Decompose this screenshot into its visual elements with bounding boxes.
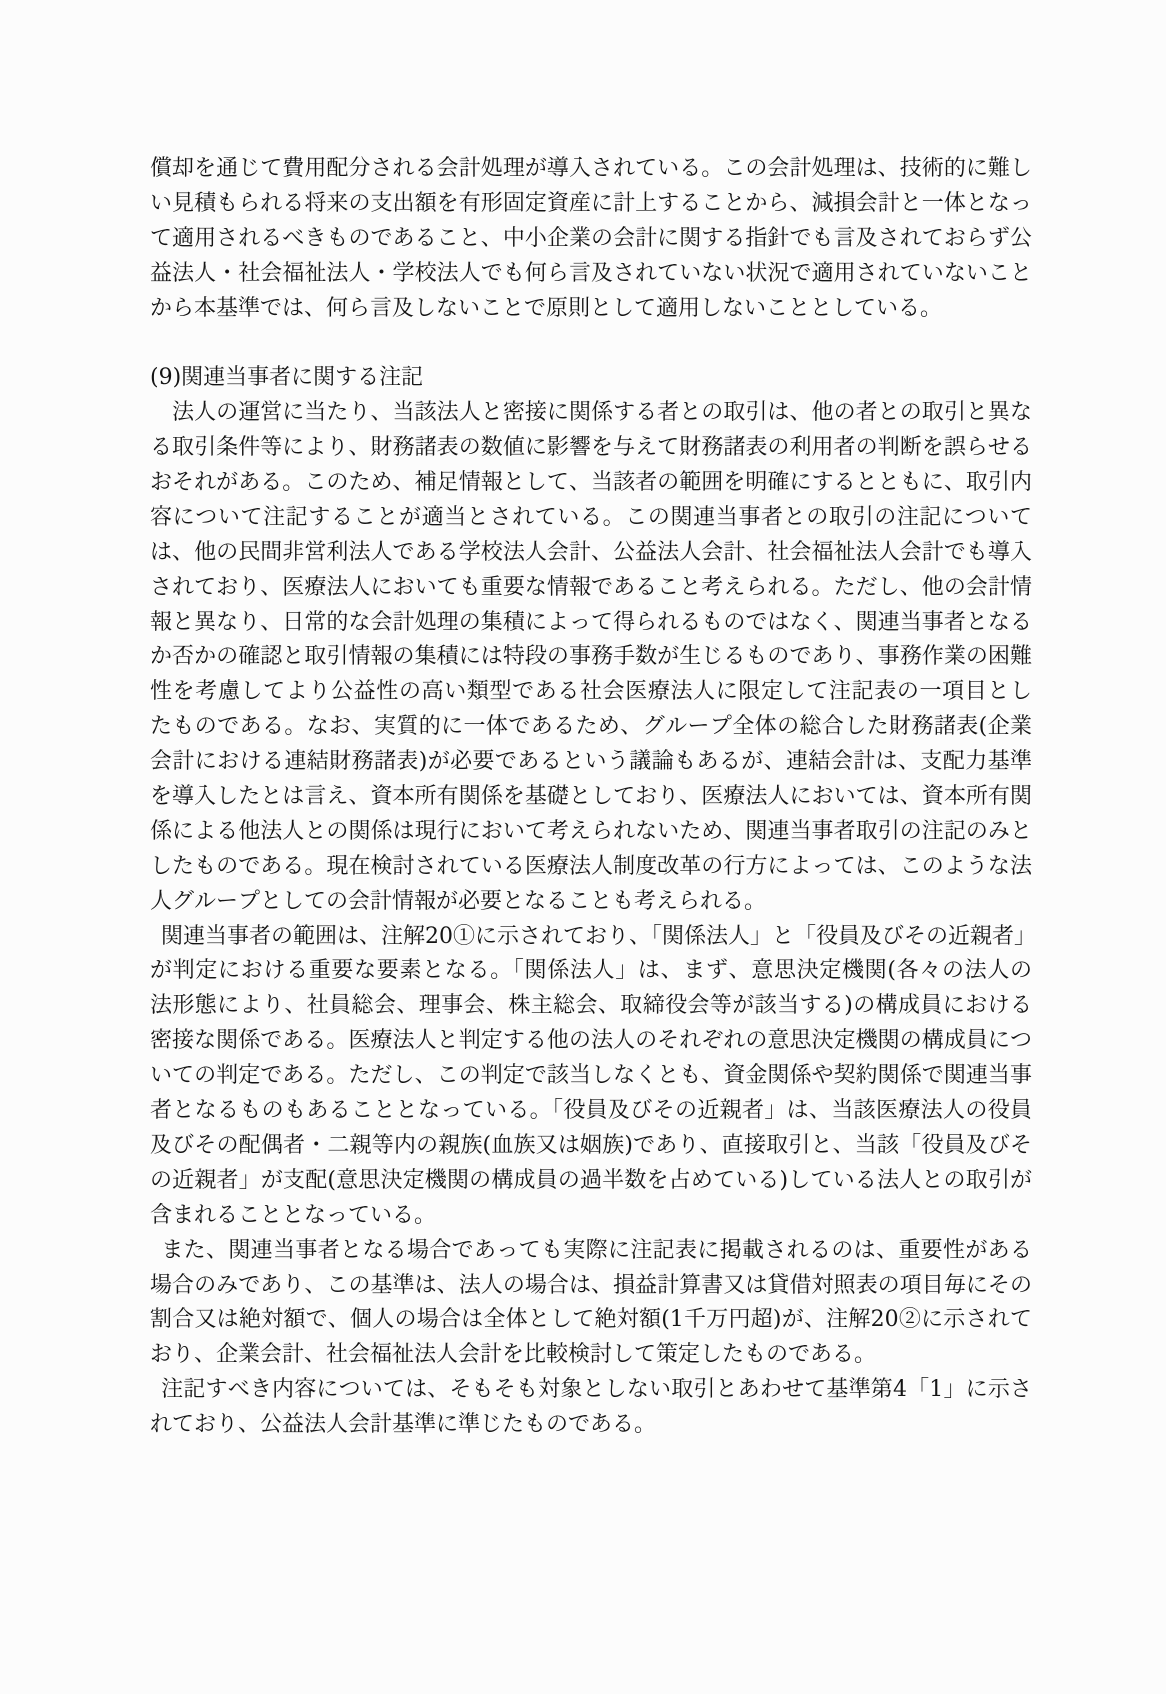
text-line: されており、医療法人においても重要な情報であること考えられる。ただし、他の会計情: [150, 574, 1032, 600]
text-line: から本基準では、何ら言及しないことで原則として適用しないこととしている。: [150, 295, 943, 321]
text-line: 密接な関係である。医療法人と判定する他の法人のそれぞれの意思決定機関の構成員につ: [150, 1028, 1032, 1054]
text-line: は、他の民間非営利法人である学校法人会計、公益法人会計、社会福祉法人会計でも導入: [150, 539, 1032, 565]
text-line: 容について注記することが適当とされている。この関連当事者との取引の注記について: [150, 504, 1032, 530]
text-line: れており、公益法人会計基準に準じたものである。: [150, 1412, 657, 1438]
text-line: 報と異なり、日常的な会計処理の集積によって得られるものではなく、関連当事者となる: [150, 609, 1032, 635]
text-line: 人グループとしての会計情報が必要となることも考えられる。: [150, 888, 767, 914]
text-line: 及びその配偶者・二親等内の親族(血族又は姻族)であり、直接取引と、当該「役員及びそ: [150, 1132, 1032, 1158]
text-line: 関連当事者の範囲は、注解20①に示されており、「関係法人」と「役員及びその近親者」: [150, 923, 1036, 949]
text-line: 償却を通じて費用配分される会計処理が導入されている。この会計処理は、技術的に難し: [150, 156, 1032, 181]
text-line: 者となるものもあることとなっている。「役員及びその近親者」は、当該医療法人の役員: [150, 1098, 1032, 1124]
text-line: か否かの確認と取引情報の集積には特段の事務手数が生じるものであり、事務作業の困難: [150, 644, 1032, 670]
document-body: [150, 152, 1036, 1443]
text-line: 法人の運営に当たり、当該法人と密接に関係する者との取引は、他の者との取引と異な: [150, 400, 1032, 426]
text-line: おり、企業会計、社会福祉法人会計を比較検討して策定したものである。: [150, 1342, 877, 1368]
blank-line: [150, 326, 1032, 361]
text-line: 益法人・社会福祉法人・学校法人でも何ら言及されていない状況で適用されていないこと: [150, 260, 1032, 286]
text-line: また、関連当事者となる場合であっても実際に注記表に掲載されるのは、重要性がある: [150, 1237, 1032, 1263]
text-line: の近親者」が支配(意思決定機関の構成員の過半数を占めている)している法人との取引が: [150, 1167, 1032, 1193]
text-line: いての判定である。ただし、この判定で該当しなくとも、資金関係や契約関係で関連当事: [150, 1063, 1032, 1089]
section-heading: (9)関連当事者に関する注記: [150, 365, 424, 391]
text-line: る取引条件等により、財務諸表の数値に影響を与えて財務諸表の利用者の判断を誤らせる: [150, 435, 1032, 461]
text-line: たものである。なお、実質的に一体であるため、グループ全体の総合した財務諸表(企業: [150, 714, 1032, 740]
text-line: が判定における重要な要素となる。「関係法人」は、まず、意思決定機関(各々の法人の: [150, 958, 1032, 984]
text-line: 注記すべき内容については、そもそも対象としない取引とあわせて基準第4「1」に示さ: [150, 1377, 1032, 1403]
text-line: を導入したとは言え、資本所有関係を基礎としており、医療法人においては、資本所有関: [150, 784, 1032, 810]
text-line: 場合のみであり、この基準は、法人の場合は、損益計算書又は貸借対照表の項目毎にその: [150, 1272, 1032, 1298]
text-line: 係による他法人との関係は現行において考えられないため、関連当事者取引の注記のみと: [150, 818, 1032, 844]
text-line: て適用されるべきものであること、中小企業の会計に関する指針でも言及されておらず公: [150, 225, 1032, 251]
text-line: 法形態により、社員総会、理事会、株主総会、取締役会等が該当する)の構成員における: [150, 993, 1032, 1019]
text-line: したものである。現在検討されている医療法人制度改革の行方によっては、このような法: [150, 853, 1032, 879]
text-line: 割合又は絶対額で、個人の場合は全体として絶対額(1千万円超)が、注解20②に示されて: [150, 1307, 1032, 1333]
text-line: おそれがある。このため、補足情報として、当該者の範囲を明確にするとともに、取引内: [150, 470, 1032, 496]
text-line: い見積もられる将来の支出額を有形固定資産に計上することから、減損会計と一体となっ: [150, 190, 1032, 216]
text-line: 含まれることとなっている。: [150, 1202, 437, 1228]
text-line: 会計における連結財務諸表)が必要であるという議論もあるが、連結会計は、支配力基準: [150, 749, 1032, 775]
text-line: 性を考慮してより公益性の高い類型である社会医療法人に限定して注記表の一項目とし: [150, 679, 1032, 705]
